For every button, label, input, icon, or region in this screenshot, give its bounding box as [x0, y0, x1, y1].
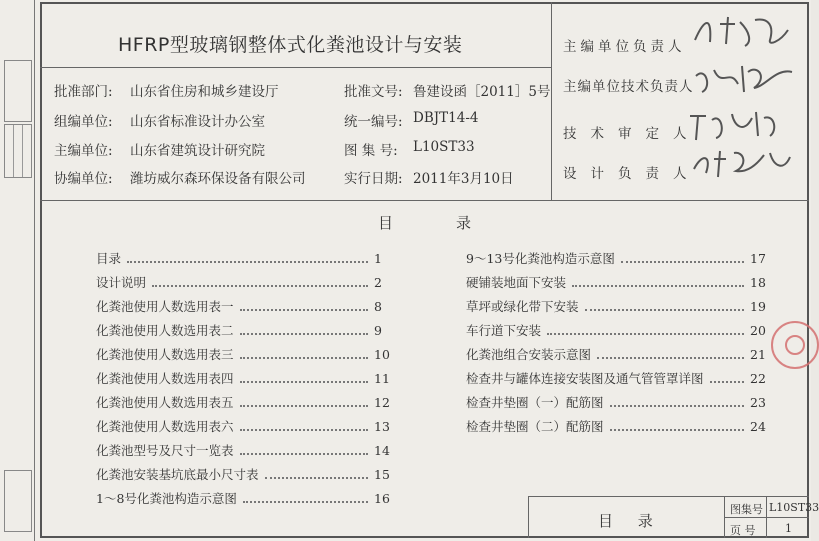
- toc-item-right-5[interactable]: 化粪池组合安装示意图 21: [466, 347, 766, 362]
- role-design-head: 设计负责人: [563, 166, 701, 182]
- unified-no-value: DBJT14-4: [413, 110, 479, 126]
- toc-item-left-3[interactable]: 化粪池使用人数选用表一 8: [96, 299, 382, 314]
- impl-date-value: 2011年3月10日: [413, 171, 514, 187]
- approval-doc-value: 鲁建设函［2011］5号: [413, 84, 551, 100]
- toc-item-left-2[interactable]: 设计说明 2: [96, 275, 382, 290]
- signature-column-divider: [551, 2, 552, 200]
- atlas-no-label: 图 集 号:: [344, 143, 398, 159]
- footer-page-label: 页 号: [730, 524, 756, 537]
- sheet-title: 目 录: [598, 512, 663, 530]
- toc-item-left-1[interactable]: 目录 1: [96, 251, 382, 266]
- toc-heading-right: 录: [456, 214, 472, 232]
- compile-unit-value: 山东省标准设计办公室: [130, 114, 265, 130]
- role-chief-unit-head: 主编单位负责人: [563, 39, 686, 55]
- impl-date-label: 实行日期:: [344, 171, 403, 187]
- toc-item-right-6[interactable]: 检查井与罐体连接安装图及通气管管罩详图 22: [466, 371, 766, 386]
- toc-item-left-10[interactable]: 化粪池安装基坑底最小尺寸表 15: [96, 467, 390, 482]
- chief-unit-value: 山东省建筑设计研究院: [130, 143, 265, 159]
- header-divider: [40, 200, 809, 201]
- toc-item-right-3[interactable]: 草坪或绿化带下安装 19: [466, 299, 766, 314]
- footer-atlas-no-value: L10ST33: [769, 501, 819, 514]
- compile-unit-label: 组编单位:: [54, 114, 113, 130]
- toc-item-right-8[interactable]: 检查井垫圈（二）配筋图 24: [466, 419, 766, 434]
- approval-dept-label: 批准部门:: [54, 84, 113, 100]
- document-title: HFRP型玻璃钢整体式化粪池设计与安装: [118, 34, 463, 56]
- atlas-no-value: L10ST33: [413, 139, 475, 155]
- approval-doc-label: 批准文号:: [344, 84, 403, 100]
- toc-item-right-2[interactable]: 硬铺装地面下安装 18: [466, 275, 766, 290]
- signature-2: [692, 58, 802, 100]
- toc-item-left-8[interactable]: 化粪池使用人数选用表六 13: [96, 419, 390, 434]
- seal-stamp: [768, 318, 811, 372]
- toc-item-left-4[interactable]: 化粪池使用人数选用表二 9: [96, 323, 382, 338]
- footer-atlas-no-label: 图集号: [730, 503, 763, 516]
- binding-box-bottom: [4, 470, 32, 532]
- toc-item-left-11[interactable]: 1～8号化粪池构造示意图 16: [96, 491, 390, 506]
- toc-item-left-7[interactable]: 化粪池使用人数选用表五 12: [96, 395, 390, 410]
- signature-4: [690, 143, 800, 183]
- toc-item-left-5[interactable]: 化粪池使用人数选用表三 10: [96, 347, 390, 362]
- binding-box-middle: [4, 124, 32, 178]
- binding-box-top: [4, 60, 32, 122]
- role-chief-tech-head: 主编单位技术负责人: [563, 79, 694, 95]
- approval-dept-value: 山东省住房和城乡建设厅: [130, 84, 279, 100]
- assist-unit-label: 协编单位:: [54, 171, 113, 187]
- signature-3: [686, 106, 796, 146]
- toc-item-left-9[interactable]: 化粪池型号及尺寸一览表 14: [96, 443, 390, 458]
- toc-heading-left: 目: [378, 214, 394, 232]
- toc-item-right-1[interactable]: 9～13号化粪池构造示意图 17: [466, 251, 766, 266]
- unified-no-label: 统一编号:: [344, 114, 403, 130]
- signature-1: [690, 12, 800, 52]
- footer-page-value: 1: [785, 522, 792, 535]
- toc-item-right-7[interactable]: 检查井垫圈（一）配筋图 23: [466, 395, 766, 410]
- titleblock-row-line: [724, 517, 809, 518]
- role-tech-reviewer: 技术审定人: [563, 126, 701, 142]
- binding-strip: [0, 0, 35, 541]
- toc-item-left-6[interactable]: 化粪池使用人数选用表四 11: [96, 371, 390, 386]
- chief-unit-label: 主编单位:: [54, 143, 113, 159]
- title-divider: [40, 67, 551, 68]
- titleblock-left-line: [528, 496, 529, 538]
- assist-unit-value: 潍坊威尔森环保设备有限公司: [130, 171, 306, 187]
- toc-item-right-4[interactable]: 车行道下安装 20: [466, 323, 766, 338]
